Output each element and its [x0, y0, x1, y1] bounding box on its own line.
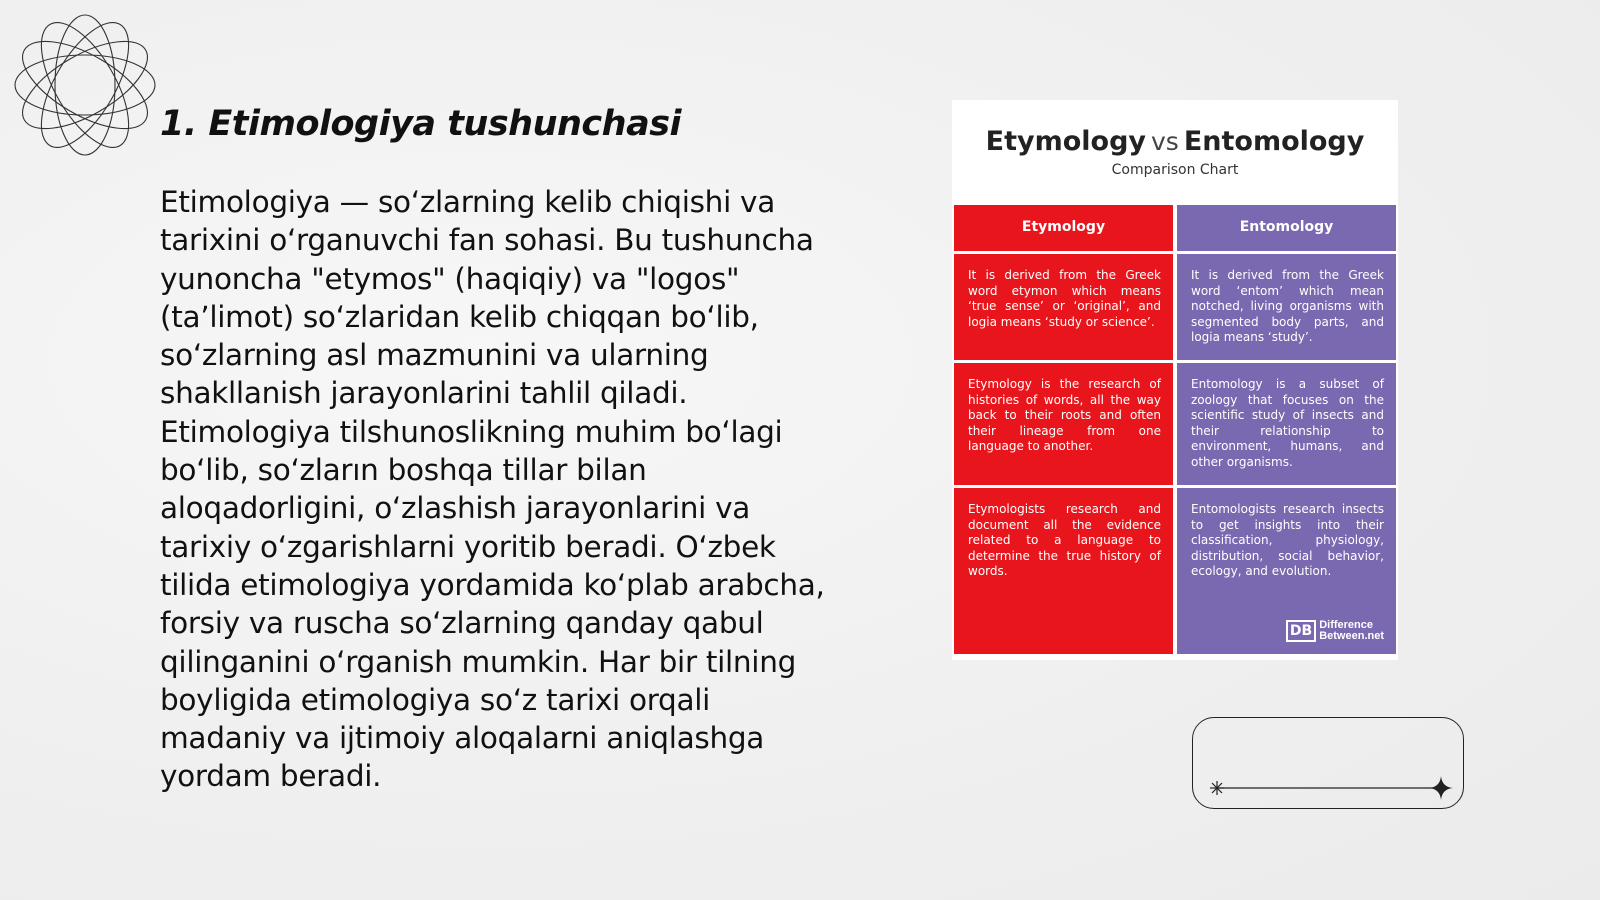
db-logo-line2: Between.net	[1319, 630, 1384, 642]
header-entomology: Entomology	[1177, 205, 1396, 251]
table-row	[954, 488, 1396, 654]
chart-title-right: Entomology	[1183, 126, 1365, 157]
slide-body-text: Etimologiya — so‘zlarning kelib chiqishi va tarixini o‘rganuvchi fan sohasi. Bu tushuncha yunoncha "etymos" (haqiqiy) va "logos" (ta’limot) so‘zlaridan kelib chiqqan bo‘lib, so‘zlarning asl mazmunini va ularning shakllanish jarayonlarini tahlil qiladi. Etimologiya tilshunoslikning muhim bo‘lagi bo‘lib, so‘zların boshqa tillar bilan aloqadorligini, o‘zlashish jarayonlarini va tarixiy o‘zgarishlarni yoritib beradi. O‘zbek tilida etimologiya yordamida ko‘plab arabcha, forsiy va ruscha so‘zlarning qanday qabul qilinganini o‘rganish mumkin. Har bir tilning boyligida etimologiya so‘z tarixi orqali madaniy va ijtimoiy aloqalarni aniqlashga yordam beradi.	[160, 185, 825, 794]
comparison-chart	[952, 100, 1398, 660]
etymology-cell: It is derived from the Greek word etymon which means ‘true sense’ or ‘original’, and logia means ‘study or science’.	[954, 254, 1173, 360]
difference-between-logo	[1286, 620, 1384, 642]
decorative-frame	[1192, 717, 1464, 809]
chart-grid	[954, 205, 1396, 657]
entomology-cell: Entomology is a subset of zoology that focuses on the scientific study of insects and their relationship to environment, humans, and other organisms.	[1177, 363, 1396, 485]
chart-title-vs: vs	[1151, 127, 1179, 156]
header-etymology: Etymology	[954, 205, 1173, 251]
entomology-cell-last	[1177, 488, 1396, 654]
etymology-cell: Etymologists research and document all the evidence related to a language to determine the true history of words.	[954, 488, 1173, 654]
orbit-rings-icon	[10, 10, 160, 160]
entomology-cell: It is derived from the Greek word ‘entom’ which mean notched, living organisms with segmented body parts, and logia means ‘study’.	[1177, 254, 1396, 360]
chart-header	[952, 100, 1398, 204]
table-row	[954, 363, 1396, 485]
chart-header-row	[954, 205, 1396, 251]
etymology-cell: Etymology is the research of histories of words, all the way back to their roots and often their lineage from one language to another.	[954, 363, 1173, 485]
table-row	[954, 254, 1396, 360]
entomology-cell-text: Entomologists research insects to get insights into their classification, physiology, distribution, social behavior, ecology, and evolution.	[1191, 502, 1384, 579]
slide-title: 1. Etimologiya tushunchasi	[160, 104, 682, 144]
db-logo-line1: Difference	[1319, 619, 1373, 631]
sparkle-line-icon	[1193, 718, 1465, 810]
db-logo-box: DB	[1286, 620, 1316, 642]
chart-title-left: Etymology	[985, 126, 1146, 157]
chart-title	[952, 100, 1398, 157]
db-logo-words	[1319, 620, 1384, 642]
chart-subtitle: Comparison Chart	[1111, 162, 1239, 178]
